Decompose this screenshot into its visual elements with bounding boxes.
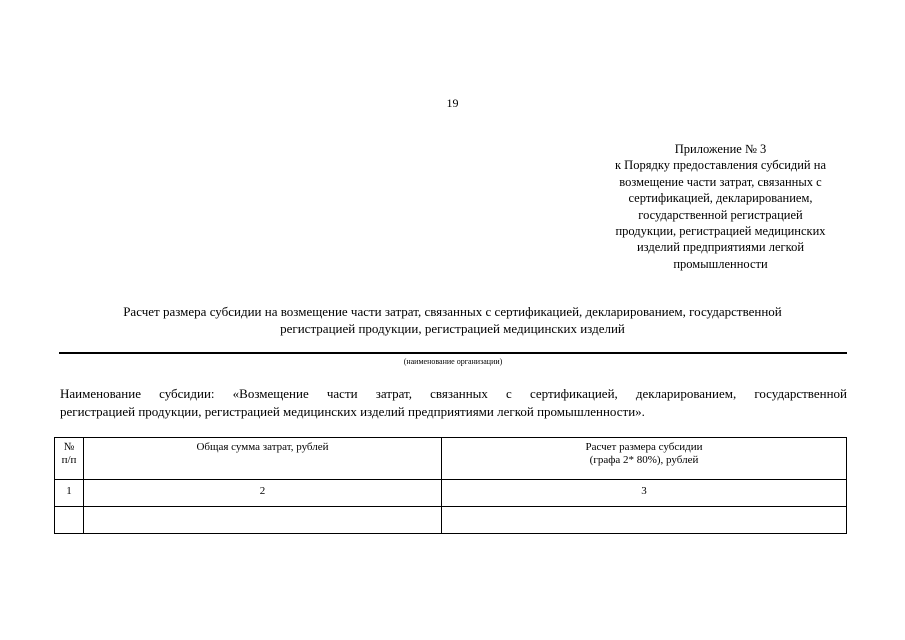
column-number-cell: 3 [442,480,847,507]
header-cell-number [55,438,84,480]
table-header-row [55,438,847,480]
column-number-cell: 1 [55,480,84,507]
appendix-line: изделий предприятиями легкой [636,240,805,255]
appendix-line: государственной регистрацией [638,207,803,222]
subsidy-name-line: Наименование субсидии: «Возмещение части затрат, связанных с сертификацией, декларированием, государственной [60,386,847,401]
header-cell-total-costs [84,438,442,480]
organization-name-line [59,352,847,354]
table-cell [55,507,84,534]
table-row [55,507,847,534]
subsidy-name-line: регистрацией продукции, регистрацией медицинских изделий предприятиями легкой промышленности». [60,404,645,419]
header-text: № [63,441,75,453]
header-text: Расчет размера субсидии [585,441,703,453]
page-number: 19 [446,96,459,110]
appendix-line: к Порядку предоставления субсидий на [614,158,826,173]
appendix-line: Приложение № 3 [674,142,767,156]
header-text: Общая сумма затрат, рублей [196,441,329,453]
document-title [40,303,865,337]
appendix-line: продукции, регистрацией медицинских [615,224,826,239]
appendix-line: сертификацией, декларированием, [628,191,813,206]
header-text: п/п [61,454,77,466]
appendix-line: возмещение части затрат, связанных с [619,174,822,189]
appendix-block [578,141,863,272]
title-line: Расчет размера субсидии на возмещение части затрат, связанных с сертификацией, декларированием, государственной [123,304,782,319]
organization-caption: (наименование организации) [403,357,503,366]
header-text: (графа 2* 80%), рублей [589,454,699,466]
column-number-row [55,480,847,507]
table-cell [442,507,847,534]
header-cell-subsidy-calculation [442,438,847,480]
appendix-line: промышленности [673,256,768,271]
column-number-cell: 2 [84,480,442,507]
table-cell [84,507,442,534]
subsidy-calculation-table [54,437,847,534]
subsidy-name-paragraph [60,385,847,421]
title-line: регистрацией продукции, регистрацией медицинских изделий [280,321,625,336]
